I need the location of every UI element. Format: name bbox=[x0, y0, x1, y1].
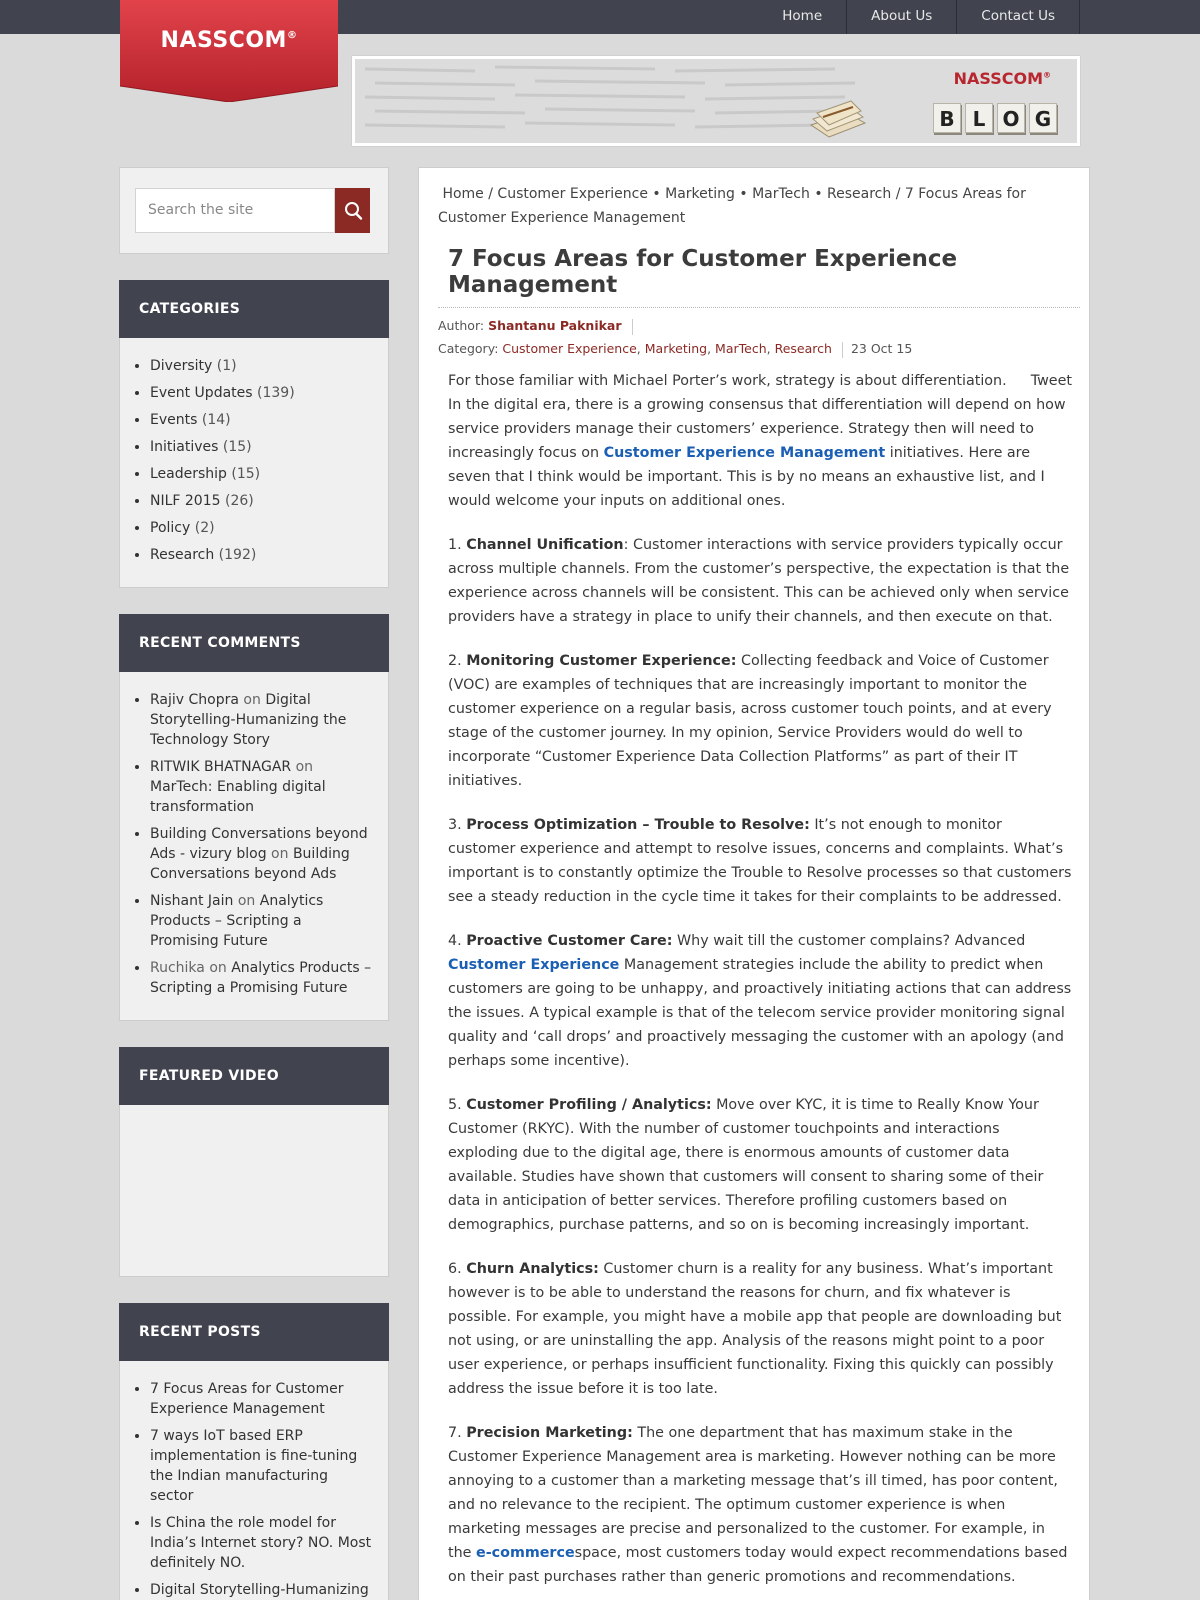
cem-link[interactable]: Customer Experience Management bbox=[603, 445, 886, 461]
list-item: • Events (14) bbox=[150, 410, 374, 430]
blog-tiles bbox=[933, 103, 1057, 133]
list-item: • Research (192) bbox=[150, 545, 374, 565]
category-link-marketing[interactable]: Marketing bbox=[644, 341, 708, 356]
ecommerce-link[interactable]: e-commerce bbox=[476, 1545, 575, 1561]
featured-video-widget bbox=[119, 1047, 389, 1277]
post-author-meta: Author: Shantanu Paknikar bbox=[438, 316, 641, 336]
breadcrumb-cat-martech[interactable]: MarTech bbox=[752, 186, 810, 202]
newspaper-stack-icon bbox=[807, 91, 867, 141]
tile-o: O bbox=[997, 103, 1025, 133]
logo-wordmark: NASSCOM® bbox=[160, 28, 298, 53]
breadcrumb-cat-customer-experience[interactable]: Customer Experience bbox=[497, 186, 648, 202]
list-item: • Ruchika on Analytics Products – Scripting a Promising Future bbox=[150, 958, 374, 998]
list-item: • Leadership (15) bbox=[150, 464, 374, 484]
search-button[interactable] bbox=[335, 188, 370, 233]
list-item: • Diversity (1) bbox=[150, 356, 374, 376]
focus-area-4: 4. Proactive Customer Care: Why wait till the customer complains? Advanced Customer Experience Management strategies include the ability to predict when customers are going to be unhappy, and proactively initiating actions that can address the issues. A typical example is that of the telecom service provider monitoring signal quality and ‘call drops’ and proactively messaging the customer with an apology (and perhaps some incentive). bbox=[448, 933, 1072, 1069]
comment-post-link[interactable]: Analytics Products – Scripting a Promising Future bbox=[150, 893, 324, 949]
breadcrumb-cat-research[interactable]: Research bbox=[827, 186, 892, 202]
list-item: • RITWIK BHATNAGAR on MarTech: Enabling digital transformation bbox=[150, 757, 374, 817]
search-icon bbox=[343, 201, 363, 221]
list-item[interactable]: • 7 ways IoT based ERP implementation is fine-tuning the Indian manufacturing sector bbox=[150, 1426, 374, 1506]
post-body bbox=[448, 369, 1072, 1600]
tile-g: G bbox=[1029, 103, 1057, 133]
recent-posts-list bbox=[120, 1361, 388, 1600]
focus-area-3: 3. Process Optimization – Trouble to Resolve: It’s not enough to monitor customer experience and attempt to resolve issues, concerns and complaints. What’s important is to constantly optimize the Trouble to Resolve processes so that customers see a steady reduction in the cycle time it takes for their complaints to be addressed. bbox=[448, 817, 1072, 905]
list-item: • Rajiv Chopra on Digital Storytelling-Humanizing the Technology Story bbox=[150, 690, 374, 750]
post-intro: Tweet For those familiar with Michael Porter’s work, strategy is about differentiation. In the digital era, there is a growing consensus that differentiation will depend on how service providers manage their customers’ experience. Strategy then will need to increasingly focus on Customer Experience Management initiatives. Here are seven that I think would be important. This is by no means an exhaustive list, and I would welcome your inputs on additional ones. bbox=[448, 369, 1072, 513]
main-nav bbox=[758, 0, 1080, 34]
comment-post-link[interactable]: MarTech: Enabling digital transformation bbox=[150, 779, 326, 815]
list-item: • Building Conversations beyond Ads - vizury blog on Building Conversations beyond Ads bbox=[150, 824, 374, 884]
search-input[interactable]: Search the site bbox=[135, 188, 335, 233]
list-item: • Nishant Jain on Analytics Products – Scripting a Promising Future bbox=[150, 891, 374, 951]
comment-author[interactable]: RITWIK BHATNAGAR bbox=[150, 759, 292, 775]
comment-author[interactable]: Nishant Jain bbox=[150, 893, 234, 909]
widget-title: RECENT POSTS bbox=[119, 1303, 389, 1361]
focus-area-5: 5. Customer Profiling / Analytics: Move over KYC, it is time to Really Know Your Customer (RKYC). With the number of customer touchpoints and interactions exploding due to the digital age, there is enormous amounts of customer data available. Studies have shown that customers will consent to sharing some of their data in anticipation of better services. Therefore profiling customers based on demographics, purchase patterns, and so on is becoming increasingly important. bbox=[448, 1097, 1044, 1233]
post-category-meta: Category: Customer Experience, Marketing, MarTech, Research 23 Oct 15 bbox=[438, 341, 913, 356]
list-item: • Initiatives (15) bbox=[150, 437, 374, 457]
recent-comments-widget bbox=[119, 614, 389, 1021]
categories-list bbox=[120, 338, 388, 565]
tile-l: L bbox=[965, 103, 993, 133]
post-date: 23 Oct 15 bbox=[850, 341, 913, 356]
banner-brand: NASSCOM® bbox=[953, 69, 1051, 88]
comment-author[interactable]: Building Conversations beyond Ads - vizury blog bbox=[150, 826, 368, 862]
category-link-research[interactable]: Research bbox=[774, 341, 832, 356]
recent-posts-widget bbox=[119, 1303, 389, 1600]
list-item[interactable]: • Is China the role model for India’s Internet story? NO. Most definitely NO. bbox=[150, 1513, 374, 1573]
post-title: 7 Focus Areas for Customer Experience Management bbox=[448, 246, 958, 298]
blog-banner[interactable] bbox=[352, 56, 1080, 146]
comment-post-link[interactable]: Digital Storytelling-Humanizing the Technology Story bbox=[150, 692, 347, 748]
breadcrumb-home[interactable]: Home bbox=[442, 186, 484, 202]
category-link-customer-experience[interactable]: Customer Experience bbox=[502, 341, 637, 356]
list-item[interactable]: • 7 Focus Areas for Customer Experience Management bbox=[150, 1379, 374, 1419]
comment-author: Ruchika bbox=[150, 960, 205, 976]
categories-widget bbox=[119, 280, 389, 588]
title-divider bbox=[438, 307, 1080, 308]
site-logo[interactable] bbox=[120, 0, 338, 102]
focus-area-1: 1. Channel Unification: Customer interactions with service providers typically occur across multiple channels. From the customer’s perspective, the expectation is that the experience across channels will be consistent. This can be achieved only when service providers have a strategy in place to unify their channels, and then execute on that. bbox=[448, 537, 1070, 625]
list-item: • Policy (2) bbox=[150, 518, 374, 538]
widget-title: RECENT COMMENTS bbox=[119, 614, 389, 672]
widget-title: CATEGORIES bbox=[119, 280, 389, 338]
search-widget bbox=[119, 167, 389, 254]
breadcrumb-cat-marketing[interactable]: Marketing bbox=[665, 186, 735, 202]
list-item: • NILF 2015 (26) bbox=[150, 491, 374, 511]
nav-contact-us[interactable]: Contact Us bbox=[956, 0, 1080, 34]
comment-post-link[interactable]: Building Conversations beyond Ads bbox=[150, 846, 350, 882]
customer-experience-link[interactable]: Customer Experience bbox=[448, 957, 620, 973]
widget-title: FEATURED VIDEO bbox=[119, 1047, 389, 1105]
author-link[interactable]: Shantanu Paknikar bbox=[488, 318, 622, 333]
list-item: • Event Updates (139) bbox=[150, 383, 374, 403]
focus-area-6: 6. Churn Analytics: Customer churn is a reality for any business. What’s important however is to be able to understand the reasons for churn, and fix whatever is possible. For example, you might have a mobile app that people are downloading but not using, or are uninstalling the app. Analysis of the reasons might point to a poor user experience, or perhaps insufficient functionality. Fixing this quickly can possibly address the issue before it is too late. bbox=[448, 1261, 1062, 1397]
comment-post-link[interactable]: Analytics Products – Scripting a Promising Future bbox=[150, 960, 372, 996]
list-item[interactable]: • Digital Storytelling-Humanizing bbox=[150, 1580, 374, 1600]
breadcrumb-current: 7 Focus Areas for Customer Experience Management bbox=[438, 186, 1026, 226]
nav-home[interactable]: Home bbox=[782, 8, 823, 24]
tile-b: B bbox=[933, 103, 961, 133]
breadcrumb: Home / Customer Experience • Marketing • MarTech • Research / 7 Focus Areas for Customer Experience Management bbox=[438, 186, 1026, 226]
meta-divider bbox=[842, 342, 843, 358]
tweet-button[interactable]: Tweet bbox=[1030, 373, 1072, 389]
article-panel bbox=[418, 167, 1090, 1600]
meta-divider bbox=[632, 319, 633, 335]
recent-comments-list bbox=[120, 672, 388, 998]
comment-author[interactable]: Rajiv Chopra bbox=[150, 692, 239, 708]
category-link-martech[interactable]: MarTech bbox=[715, 341, 767, 356]
focus-area-2: 2. Monitoring Customer Experience: Collecting feedback and Voice of Customer (VOC) are examples of techniques that are increasingly important to monitor the customer experience on a regular basis, across customer touch points, and at every stage of the customer journey. In my opinion, Service Providers would do well to incorporate “Customer Experience Data Collection Platforms” as part of their IT initiatives. bbox=[448, 653, 1052, 789]
focus-area-7: 7. Precision Marketing: The one department that has maximum stake in the Customer Experience Management area is marketing. However nothing can be more annoying to a customer than a marketing message that’s ill timed, has poor content, and no relevance to the recipient. The optimum customer experience is when marketing messages are precise and personalized to the customer. For example, in the e-commercespace, most customers today would expect recommendations based on their past purchases rather than generic promotions and recommendations. bbox=[448, 1425, 1068, 1585]
nav-about-us[interactable]: About Us bbox=[846, 0, 956, 34]
